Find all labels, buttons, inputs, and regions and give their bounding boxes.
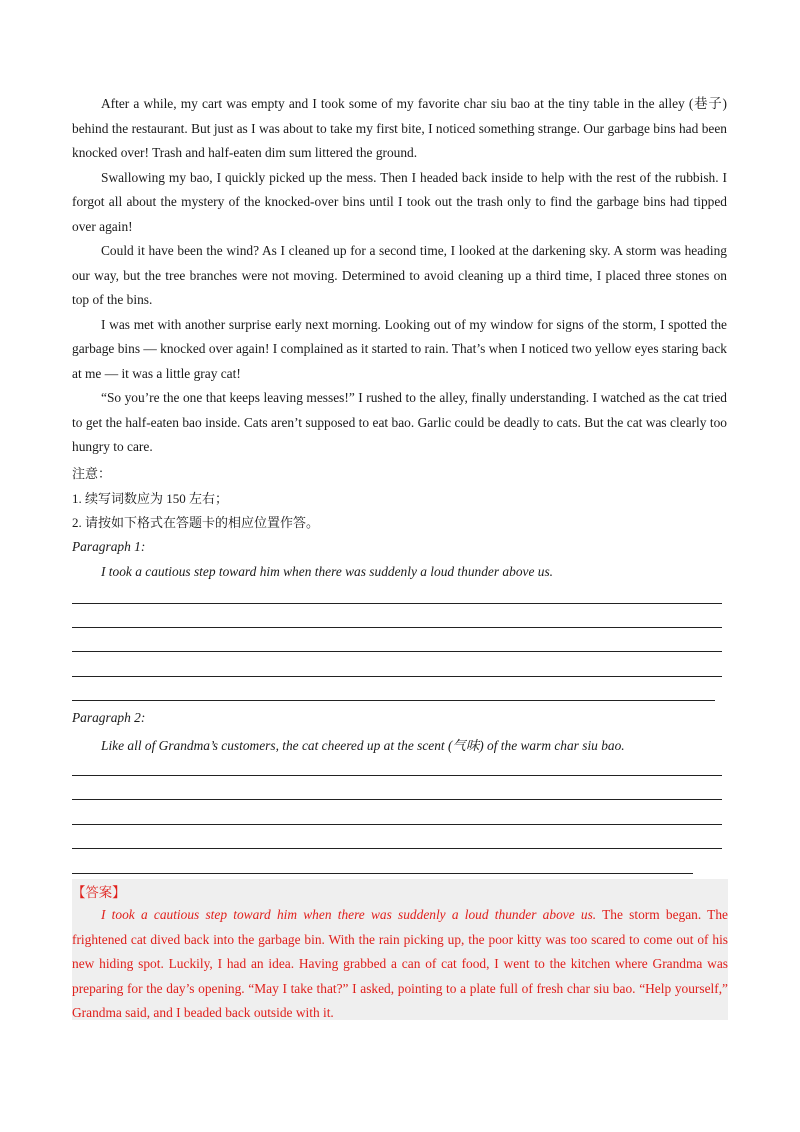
answer-box (72, 879, 728, 1020)
answer-line[interactable] (72, 603, 722, 604)
paragraph-1-label: Paragraph 1: (72, 539, 146, 554)
answer-line[interactable] (72, 676, 722, 677)
story-paragraph-4: I was met with another surprise early next morning. Looking out of my window for signs of the storm, I spotted the garbage bins — knocked over again! I complained as it started to rain. That’s when I noticed two yellow eyes staring back at me — it was a little gray cat! (72, 316, 727, 381)
answer-line[interactable] (72, 848, 722, 849)
answer-line[interactable] (72, 775, 722, 776)
answer-text (72, 903, 728, 1026)
answer-continuation: The storm began. The frightened cat dived back into the garbage bin. With the rain picking up, the poor kitty was too scared to come out of his new hiding spot. Luckily, I had an idea. Having grabbed a can of cat food, I went to the kitchen where Grandma was preparing for the day’s opening. “May I take that?” I asked, pointing to a plate full of fresh char siu bao. “Help yourself,” Grandma said, and I beaded back outside with it. (72, 907, 728, 1021)
story-paragraph-1: After a while, my cart was empty and I took some of my favorite char siu bao at the tiny table in the alley (巷子) behind the restaurant. But just as I was about to take my first bite, I noticed something strange. Our garbage bins had been knocked over! Trash and half-eaten dim sum littered the ground. (72, 96, 727, 160)
paragraph-2-opening-sentence: Like all of Grandma’s customers, the cat cheered up at the scent (气味) of the warm char siu bao. (101, 738, 625, 753)
instructions-heading: 注意： (72, 466, 112, 481)
paragraph-2-label: Paragraph 2: (72, 710, 146, 725)
story-paragraph-2: Swallowing my bao, I quickly picked up the mess. Then I headed back inside to help with the rest of the rubbish. I forgot all about the mystery of the knocked-over bins until I took out the trash only to find the garbage bins had tipped over again! (72, 169, 727, 234)
story-paragraph-3: Could it have been the wind? As I cleaned up for a second time, I looked at the darkening sky. A storm was heading our way, but the tree branches were not moving. Determined to avoid cleaning up a third time, I placed three stones on top of the bins. (72, 243, 727, 307)
instruction-item-2: 2. 请按如下格式在答题卡的相应位置作答。 (72, 515, 320, 530)
answer-line[interactable] (72, 700, 715, 701)
paragraph-1-opening-sentence: I took a cautious step toward him when there was suddenly a loud thunder above us. (101, 564, 554, 579)
answer-line[interactable] (72, 824, 722, 825)
answer-line[interactable] (72, 651, 722, 652)
answer-heading: 【答案】 (72, 885, 126, 900)
story-paragraph-5: “So you’re the one that keeps leaving messes!” I rushed to the alley, finally understanding. I watched as the cat tried to get the half-eaten bao inside. Cats aren’t supposed to eat bao. Garlic could be deadly to cats. But the cat was clearly too hungry to care. (72, 390, 727, 454)
instruction-item-1: 1. 续写词数应为 150 左右； (72, 490, 229, 506)
answer-line[interactable] (72, 627, 722, 628)
answer-line[interactable] (72, 873, 693, 874)
story-text (72, 92, 727, 460)
instructions (72, 462, 727, 536)
answer-opening-sentence: I took a cautious step toward him when there was suddenly a loud thunder above us. (101, 907, 597, 922)
answer-line[interactable] (72, 799, 722, 800)
